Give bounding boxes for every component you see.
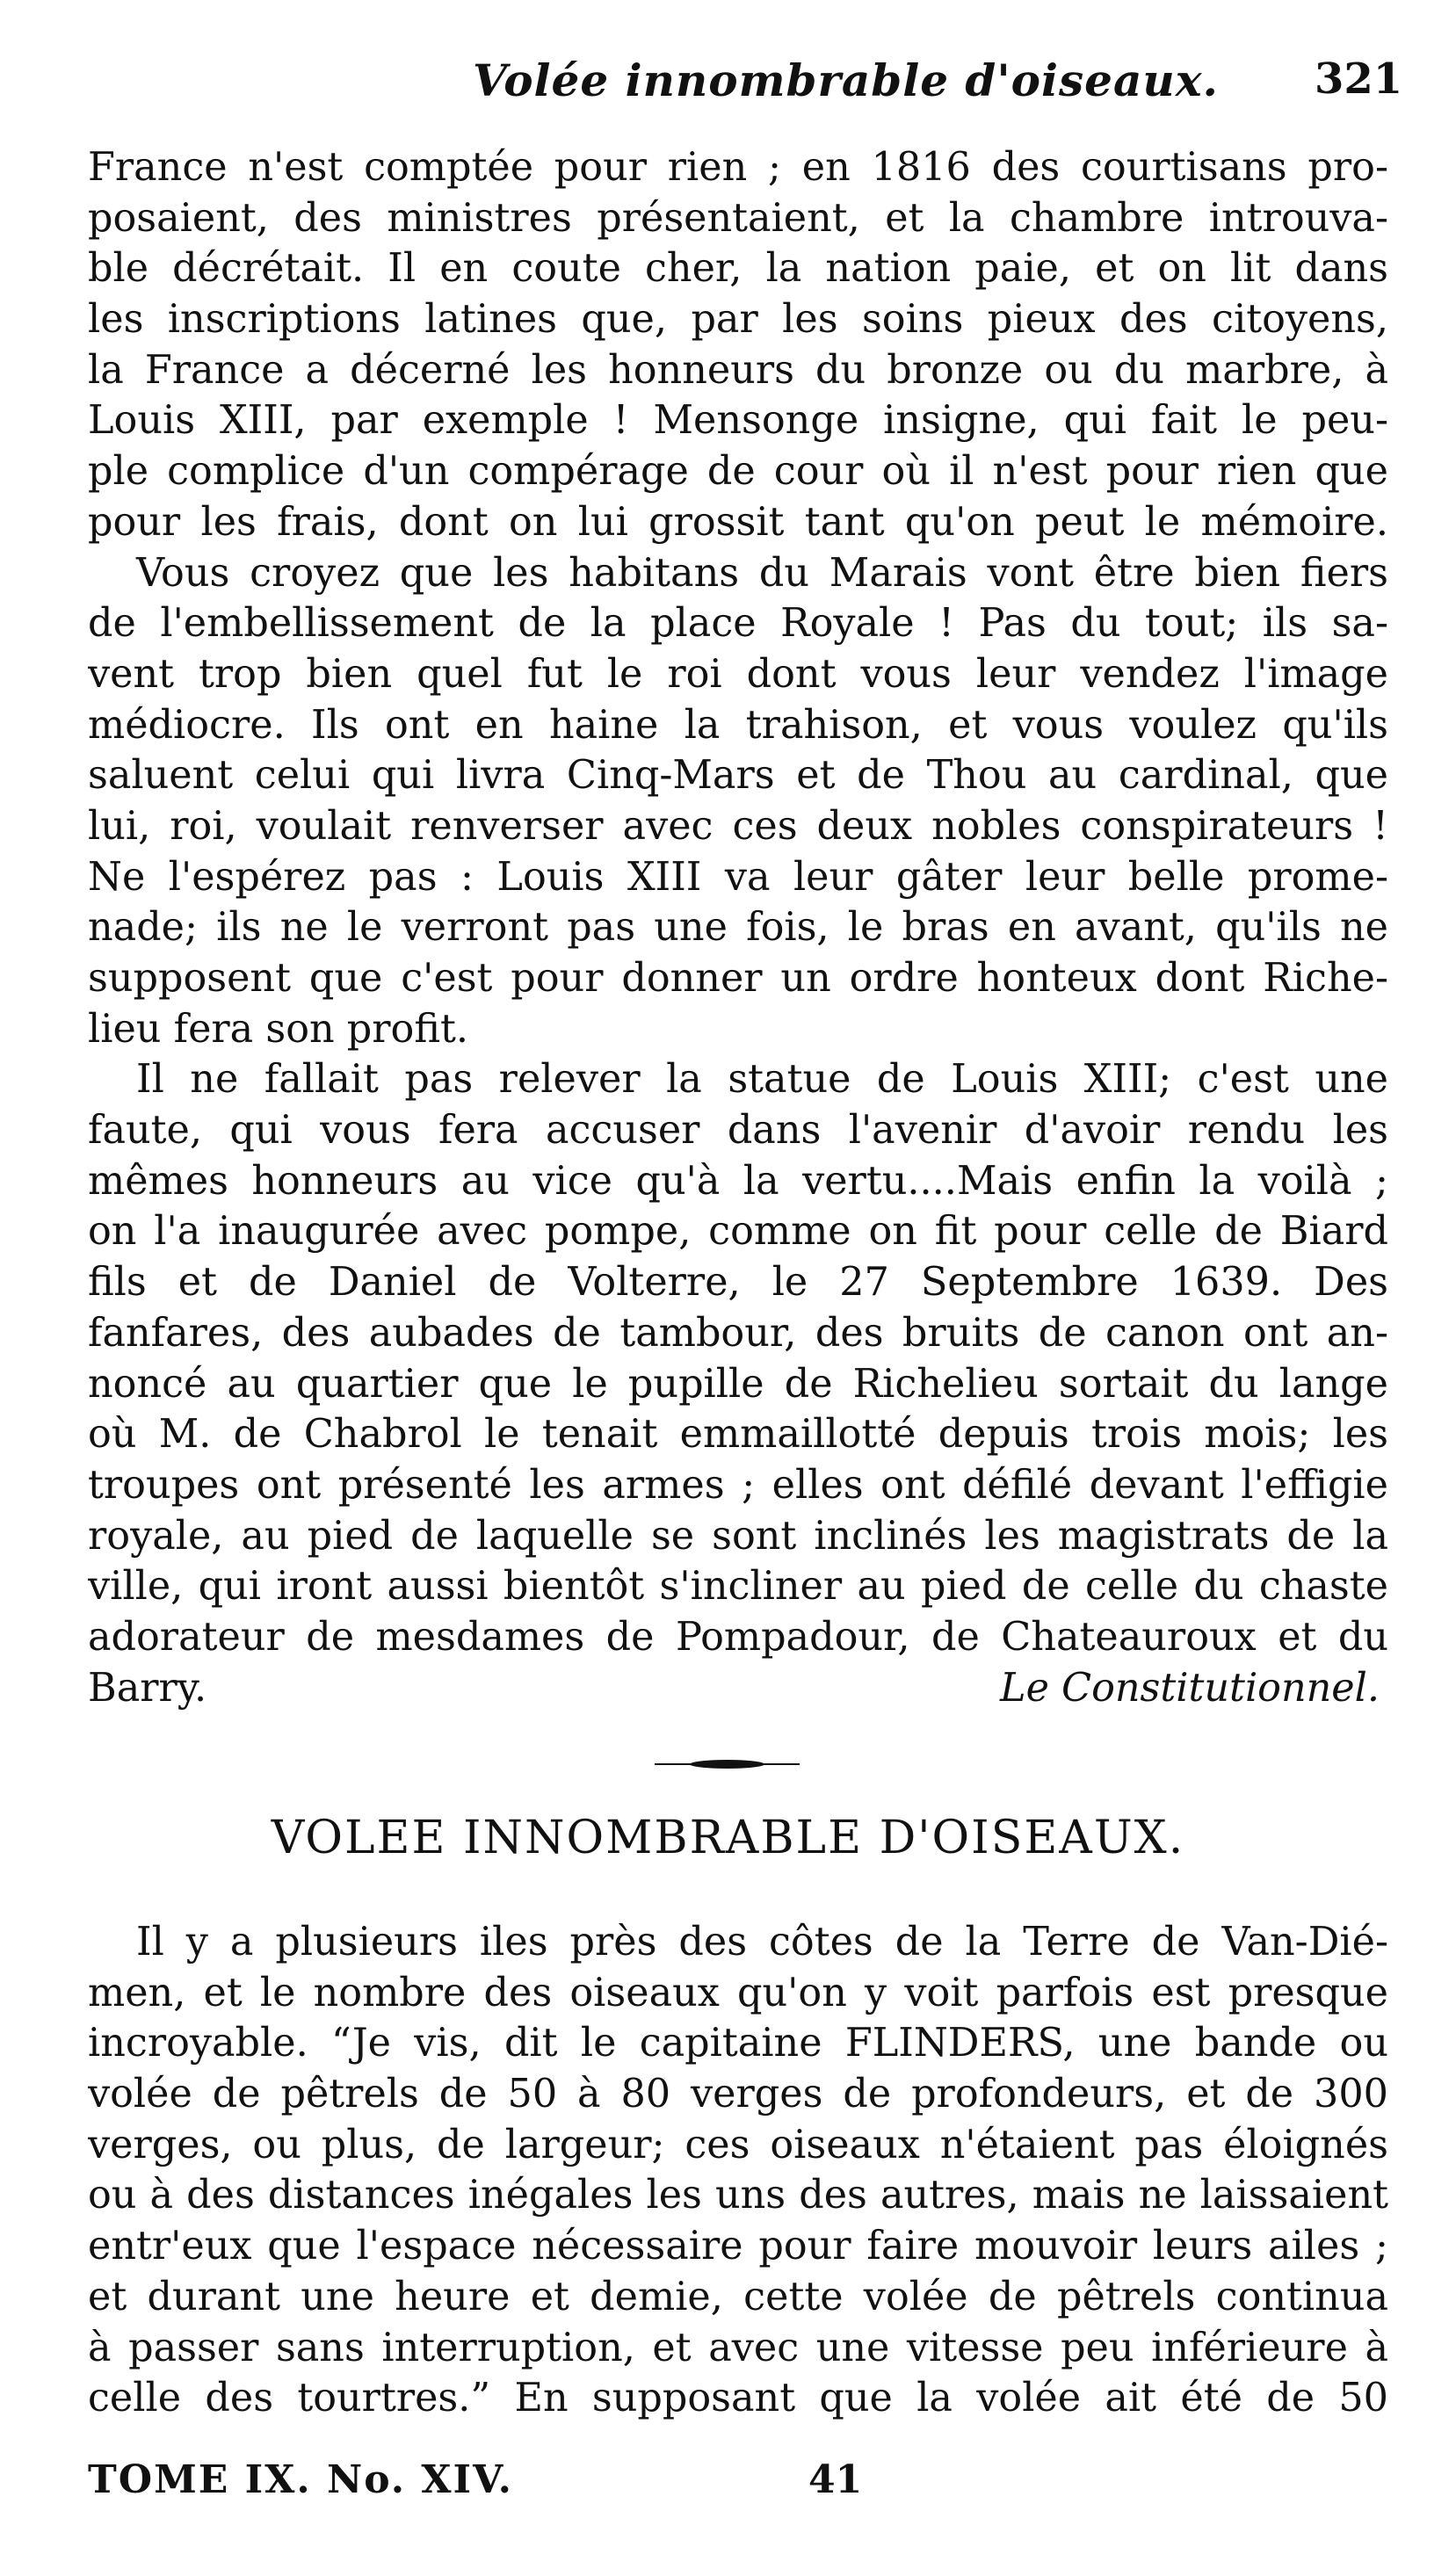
text-line: et durant une heure et demie, cette volée de pêtrels continua [88,2274,1388,2319]
section-title: VOLEE INNOMBRABLE D'OISEAUX. [271,1812,1185,1864]
text-line: médiocre. Ils ont en haine la trahison, et vous voulez qu'ils [88,702,1388,748]
page-number: 321 [1315,54,1403,104]
text-line: pour les frais, dont on lui grossit tant qu'on peut le mémoire. [88,499,1388,545]
page-footer [88,2457,1388,2510]
text-line: verges, ou plus, de largeur; ces oiseaux n'étaient pas éloignés [88,2122,1388,2167]
closing-word: Barry. [88,1665,207,1711]
sheet-number: 41 [808,2457,863,2502]
text-line: Ne l'espérez pas : Louis XIII va leur gâter leur belle prome- [88,854,1388,900]
text-line: fils et de Daniel de Volterre, le 27 Septembre 1639. Des [88,1260,1388,1306]
text-line: les inscriptions latines que, par les soins pieux des citoyens, [88,297,1388,343]
text-line: on l'a inaugurée avec pompe, comme on fit pour celle de Biard [88,1209,1388,1255]
text-line: royale, au pied de laquelle se sont inclinés les magistrats de la [88,1513,1388,1559]
text-line: incroyable. “Je vis, dit le capitaine FLINDERS, une bande ou [88,2021,1388,2066]
text-line: adorateur de mesdames de Pompadour, de Chateauroux et du [88,1614,1388,1660]
text-line: Il y a plusieurs iles près des côtes de la Terre de Van-Dié- [136,1920,1388,1965]
text-line: Louis XIII, par exemple ! Mensonge insigne, qui fait le peu- [88,398,1388,444]
text-line: nade; ils ne le verront pas une fois, le bras en avant, qu'ils ne [88,905,1388,951]
text-line: faute, qui vous fera accuser dans l'avenir d'avoir rendu les [88,1108,1388,1154]
signature-mark: TOME IX. No. XIV. [88,2457,513,2502]
text-line: men, et le nombre des oiseaux qu'on y voit parfois est presque [88,1970,1388,2015]
text-line: ple complice d'un compérage de cour où il n'est pour rien que [88,449,1388,495]
source-attribution: Le Constitutionnel. [1000,1665,1380,1711]
section-divider [655,1760,800,1769]
text-line: Il ne fallait pas relever la statue de Louis XIII; c'est une [136,1057,1388,1103]
text-line: mêmes honneurs au vice qu'à la vertu....Mais enfin la voilà ; [88,1158,1388,1204]
text-line: Vous croyez que les habitans du Marais vont être bien fiers [136,550,1388,596]
article-body-1 [88,142,1388,1713]
text-line: fanfares, des aubades de tambour, des bruits de canon ont an- [88,1310,1388,1356]
text-line: supposent que c'est pour donner un ordre honteux dont Riche- [88,956,1388,1001]
text-line: noncé au quartier que le pupille de Richelieu sortait du lange [88,1361,1388,1407]
article-body-2 [88,1917,1388,2424]
running-head [0,54,1456,116]
text-line: celle des tourtres.” En supposant que la volée ait été de 50 [88,2376,1388,2421]
text-line: à passer sans interruption, et avec une vitesse peu inférieure à [88,2325,1388,2370]
text-line: posaient, des ministres présentaient, et la chambre introuva- [88,195,1388,241]
text-line: volée de pêtrels de 50 à 80 verges de profondeurs, et de 300 [88,2072,1388,2117]
text-line: où M. de Chabrol le tenait emmaillotté depuis trois mois; les [88,1412,1388,1458]
text-line: ble décrétait. Il en coute cher, la nation paie, et on lit dans [88,246,1388,292]
text-line: troupes ont présenté les armes ; elles ont défilé devant l'effigie [88,1462,1388,1508]
text-line: vent trop bien quel fut le roi dont vous leur vendez l'image [88,651,1388,697]
running-title: Volée innombrable d'oiseaux. [473,54,1219,106]
text-line: France n'est comptée pour rien ; en 1816 des courtisans pro- [88,145,1388,190]
text-line: entr'eux que l'espace nécessaire pour faire mouvoir leurs ailes ; [88,2224,1388,2269]
text-line: de l'embellissement de la place Royale ! Pas du tout; ils sa- [88,601,1388,647]
text-line: lui, roi, voulait renverser avec ces deux nobles conspirateurs ! [88,803,1388,849]
closing-line [88,1663,1388,1714]
text-line: saluent celui qui livra Cinq-Mars et de Thou au cardinal, que [88,753,1388,799]
text-line: la France a décerné les honneurs du bronze ou du marbre, à [88,347,1388,393]
text-line: ville, qui iront aussi bientôt s'incliner au pied de celle du chaste [88,1564,1388,1610]
text-line: lieu fera son profit. [88,1006,469,1052]
text-line: ou à des distances inégales les uns des autres, mais ne laissaient [88,2173,1388,2218]
